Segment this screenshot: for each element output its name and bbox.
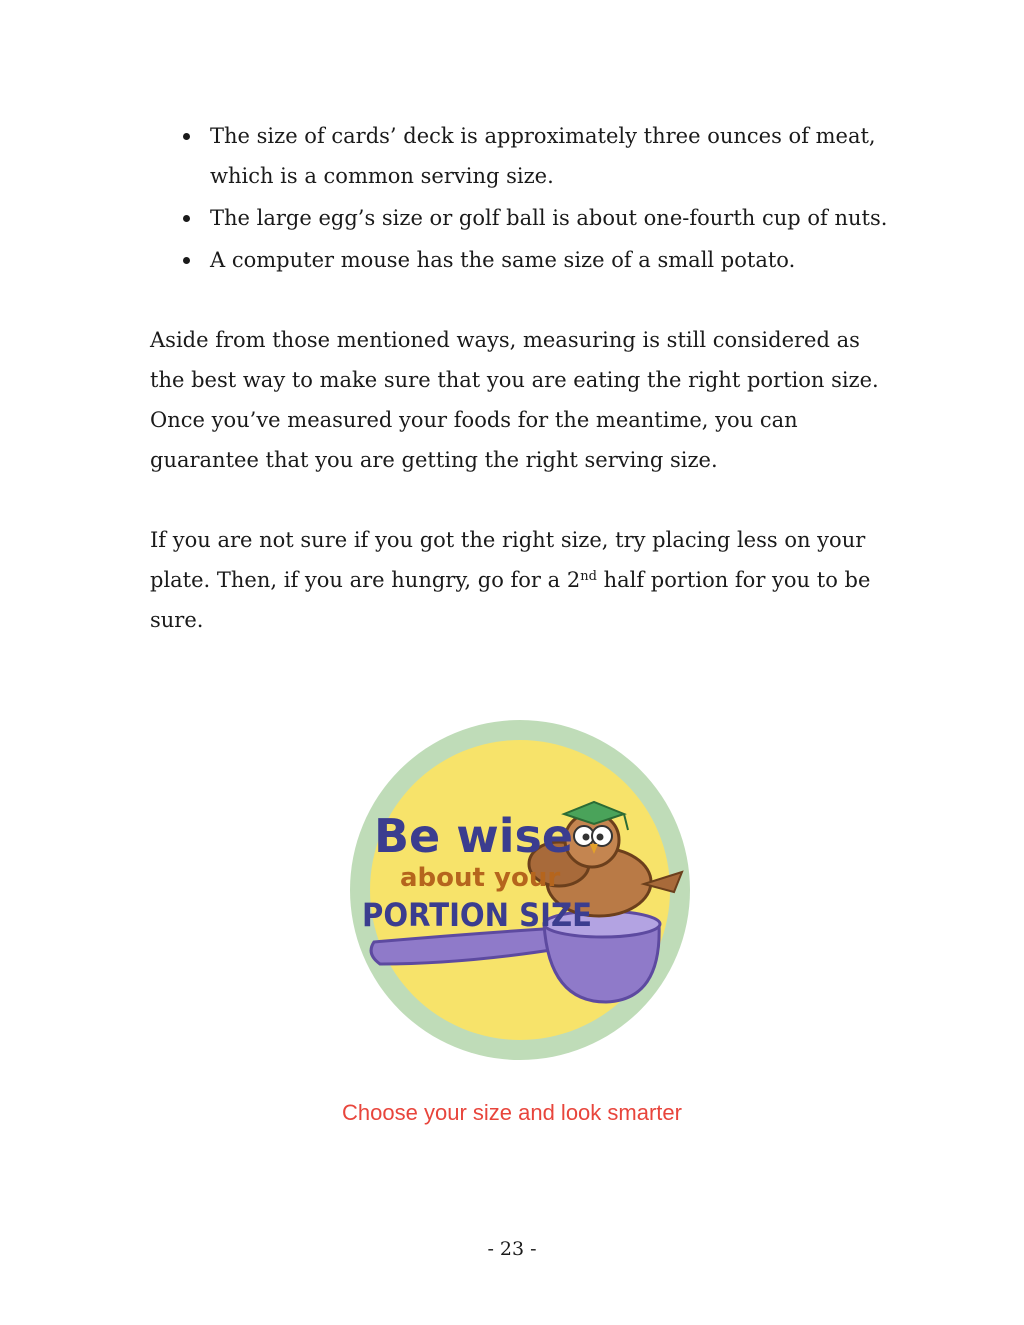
ordinal-suffix: nd <box>580 569 597 584</box>
list-item <box>150 116 890 196</box>
paragraph-text-start: If you are not sure if you got the right size, try placing less on your plate. Then, if you are hungry, go for a 2 <box>150 528 866 592</box>
paragraph-text-end: half portion for you to be sure. <box>150 568 871 632</box>
portion-size-logo <box>344 702 700 1062</box>
owl-pupil-left <box>583 834 590 841</box>
list-item <box>150 240 890 280</box>
list-item <box>150 198 890 238</box>
bullet-icon <box>183 133 190 140</box>
logo-title-line3: PORTION SIZE <box>362 896 592 934</box>
paragraph-measuring: Aside from those mentioned ways, measuring is still considered as the best way to make sure that you are eating the right portion size. Once you’ve measured your foods for the meantime, you can guarantee that you are getting the right serving size. <box>150 328 879 472</box>
image-caption: Choose your size and look smarter <box>342 1100 682 1125</box>
bullet-icon <box>183 257 190 264</box>
logo-title-line2: about your <box>400 863 561 893</box>
bullet-text: The large egg’s size or golf ball is about one-fourth cup of nuts. <box>210 206 888 230</box>
bullet-text: A computer mouse has the same size of a small potato. <box>210 248 796 272</box>
bullet-icon <box>183 215 190 222</box>
page-number: - 23 - <box>487 1238 537 1260</box>
bullet-list <box>150 116 890 282</box>
paragraph-portion <box>150 520 890 640</box>
owl-pupil-right <box>597 834 604 841</box>
logo-title-line1: Be wise <box>374 809 574 863</box>
bullet-text: The size of cards’ deck is approximately three ounces of meat, which is a common serving size. <box>210 124 876 188</box>
